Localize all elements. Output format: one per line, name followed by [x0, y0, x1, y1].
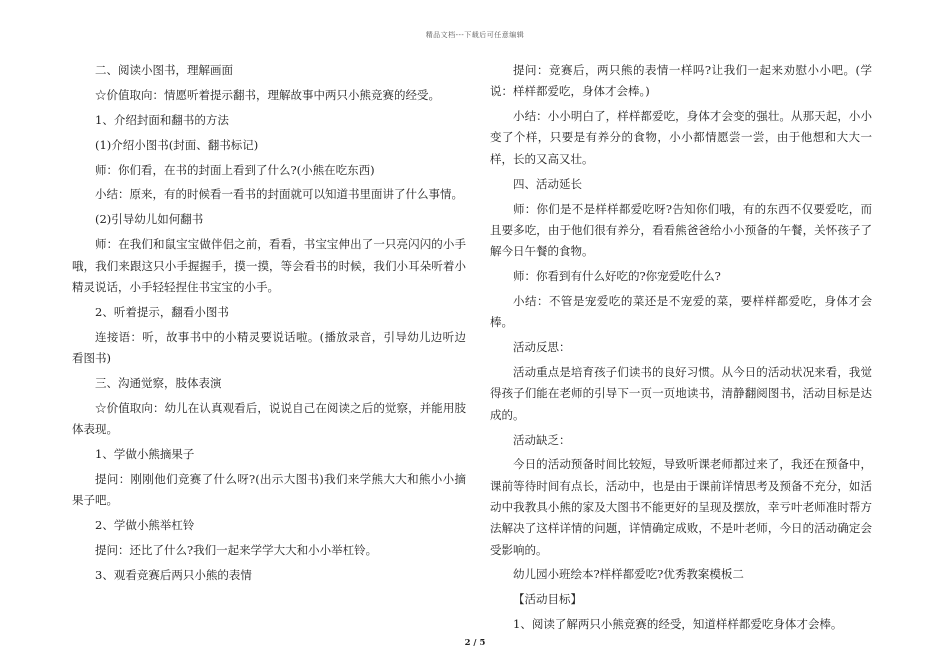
paragraph: 提问：还比了什么?我们一起来学学大大和小小举杠铃。 — [95, 542, 378, 557]
paragraph: 1、阅读了解两只小熊竞赛的经受，知道样样都爱吃身体才会棒。 — [513, 617, 843, 632]
paragraph: ☆价值取向：情愿听着提示翻书，理解故事中两只小熊竞赛的经受。 — [95, 87, 440, 102]
paragraph: 师：你们看，在书的封面上看到了什么?(小熊在吃东西) — [95, 162, 375, 177]
page-number: 2 / 5 — [464, 638, 486, 648]
paragraph: 小结：小小明白了，样样都爱吃，身体才会变的强壮。从那天起，小小变了个样，只要是有养分的食物，小小都情愿尝一尝，由于他想和大大一样，长的又高又壮。 — [490, 109, 872, 166]
paragraph: 提问：竞赛后，两只熊的表情一样吗?让我们一起来劝慰小小吧。(学说：样样都爱吃，身体才会棒。) — [490, 63, 872, 99]
subheading: (2)引导幼儿如何翻书 — [95, 212, 204, 227]
section-heading: 二、阅读小图书，理解画面 — [95, 63, 233, 77]
subheading: 活动缺乏： — [513, 432, 571, 447]
section-heading: 四、活动延长 — [513, 176, 582, 191]
paragraph: 师：你看到有什么好吃的?你宠爱吃什么? — [513, 269, 721, 284]
subheading: 3、观看竞赛后两只小熊的表情 — [95, 567, 252, 582]
subheading: 2、学做小熊举杠铃 — [95, 517, 195, 532]
paragraph: 今日的活动预备时间比较短，导致听课老师都过来了，我还在预备中，课前等待时间有点长，活动中，也是由于课前详情思考及预备不充分，如活动中我教具小熊的家及大图书不能更好的呈现及摆放，幸亏叶老师准时帮方法解决了这样详情的问题，详情确定成败，不是叶老师，今日的活动确定会受影响的。 — [490, 457, 872, 557]
subheading: 1、学做小熊摘果子 — [95, 446, 195, 461]
paragraph: 提问：刚刚他们竞赛了什么呀?(出示大图书)我们来学熊大大和熊小小摘果子吧。 — [72, 471, 466, 508]
subheading: (1)介绍小图书(封面、翻书标记) — [95, 137, 259, 152]
subheading: 2、听着提示，翻看小图书 — [95, 304, 229, 319]
paragraph: 小结：不管是宠爱吃的菜还是不宠爱的菜，要样样都爱吃，身体才会棒。 — [490, 293, 872, 330]
paragraph: 师：你们是不是样样都爱吃呀?告知你们哦，有的东西不仅要爱吃，而且要多吃，由于他们很有养分，看看熊爸爸给小小预备的午餐，关怀孩子了解今日午餐的食物。 — [490, 201, 872, 259]
subheading: 1、介绍封面和翻书的方法 — [95, 112, 229, 127]
page-header: 精品文档---下载后可任意编辑 — [425, 31, 525, 39]
section-heading: 三、沟通觉察，肢体表演 — [95, 375, 222, 390]
subheading: 活动反思： — [513, 340, 571, 355]
paragraph: ☆价值取向：幼儿在认真观看后，说说自己在阅读之后的觉察，并能用肢体表现。 — [72, 400, 466, 436]
paragraph: 活动重点是培育孩子们读书的良好习惯。从今日的活动状况来看，我觉得孩子们能在老师的引导下一页一页地读书，清静翻阅图书，活动目标是达成的。 — [490, 365, 872, 422]
paragraph: 连接语：听，故事书中的小精灵要说话啦。(播放录音，引导幼儿边听边看图书) — [72, 329, 466, 365]
paragraph: 小结：原来，有的时候看一看书的封面就可以知道书里面讲了什么事情。 — [95, 187, 463, 202]
paragraph: 师：在我们和鼠宝宝做伴侣之前，看看，书宝宝伸出了一只亮闪闪的小手哦，我们来跟这只小手握握手，摸一摸，等会看书的时候，我们小耳朵听着小精灵说话，小手轻轻捏住书宝宝的小手。 — [72, 237, 466, 294]
subheading: 【活动目标】 — [513, 592, 582, 607]
left-column — [72, 60, 466, 590]
right-column — [490, 60, 872, 639]
document-title: 幼儿园小班绘本?样样都爱吃?优秀教案模板二 — [513, 567, 744, 582]
